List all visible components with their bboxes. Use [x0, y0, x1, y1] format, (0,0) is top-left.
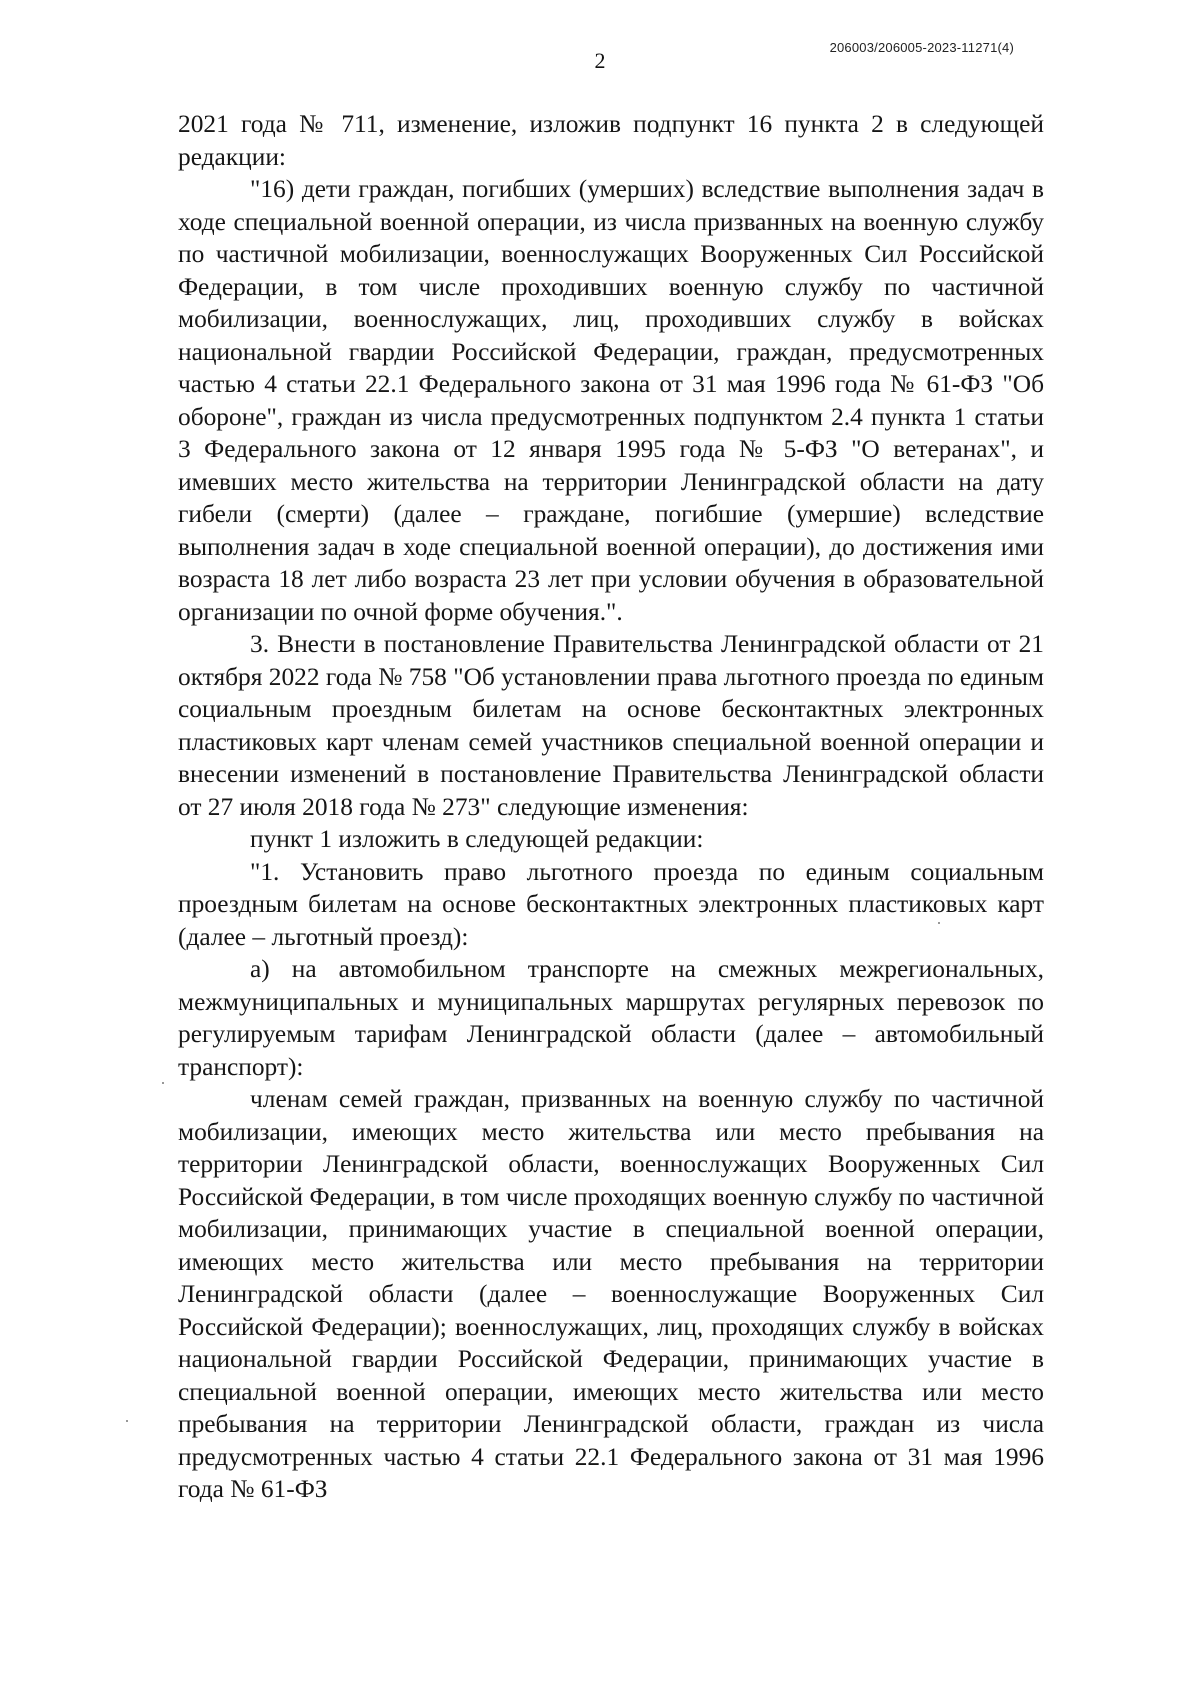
- scan-speck: [938, 922, 940, 924]
- scan-speck: [162, 1082, 164, 1084]
- document-registration-number: 206003/206005-2023-11271(4): [829, 40, 1014, 55]
- scan-speck: [126, 1420, 128, 1422]
- paragraph-continuation: 2021 года № 711, изменение, изложив подпункт 16 пункта 2 в следующей редакции:: [178, 110, 1044, 171]
- document-body: [178, 108, 1044, 1506]
- paragraph-item-1-intro: пункт 1 изложить в следующей редакции:: [250, 825, 704, 853]
- paragraph-item-3: 3. Внести в постановление Правительства Ленинградской области от 21 октября 2022 года № 758 "Об установлении права льготного проезда по единым социальным проездным билетам на основе бесконтактных электронных пластиковых карт членам семей участников специальной военной операции и внесении изменений в постановление Правительства Ленинградской области от 27 июля 2018 года № 273" следующие изменения:: [178, 630, 1044, 821]
- paragraph-item-1: "1. Установить право льготного проезда по единым социальным проездным билетам на основе бесконтактных электронных пластиковых карт (далее – льготный проезд):: [178, 857, 1044, 951]
- paragraph-subitem-a: а) на автомобильном транспорте на смежных межрегиональных, межмуниципальных и муниципальных маршрутах регулярных перевозок по регулируемым тарифам Ленинградской области (далее – автомобильный транспорт):: [178, 955, 1044, 1081]
- paragraph-subitem-16: "16) дети граждан, погибших (умерших) вследствие выполнения задач в ходе специальной военной операции, из числа призванных на военную службу по частичной мобилизации, военнослужащих Вооруженных Сил Российской Федерации, в том числе проходивших военную службу по частичной мобилизации, военнослужащих, лиц, проходивших службу в войсках национальной гвардии Российской Федерации, граждан, предусмотренных частью 4 статьи 22.1 Федерального закона от 31 мая 1996 года № 61-ФЗ "Об обороне", граждан из числа предусмотренных подпунктом 2.4 пункта 1 статьи 3 Федерального закона от 12 января 1995 года № 5-ФЗ "О ветеранах", и имевших место жительства на территории Ленинградской области на дату гибели (смерти) (далее – граждане, погибшие (умершие) вследствие выполнения задач в ходе специальной военной операции), до достижения ими возраста 18 лет либо возраста 23 лет при условии обучения в образовательной организации по очной форме обучения.".: [178, 175, 1044, 626]
- paragraph-family-members: членам семей граждан, призванных на военную службу по частичной мобилизации, имеющих место жительства или место пребывания на территории Ленинградской области, военнослужащих Вооруженных Сил Российской Федерации, в том числе проходящих военную службу по частичной мобилизации, принимающих участие в специальной военной операции, имеющих место жительства или место пребывания на территории Ленинградской области (далее – военнослужащие Вооруженных Сил Российской Федерации); военнослужащих, лиц, проходящих службу в войсках национальной гвардии Российской Федерации, принимающих участие в специальной военной операции, имеющих место жительства или место пребывания на территории Ленинградской области, граждан из числа предусмотренных частью 4 статьи 22.1 Федерального закона от 31 мая 1996 года № 61-ФЗ: [178, 1085, 1044, 1503]
- page-number: 2: [594, 48, 606, 73]
